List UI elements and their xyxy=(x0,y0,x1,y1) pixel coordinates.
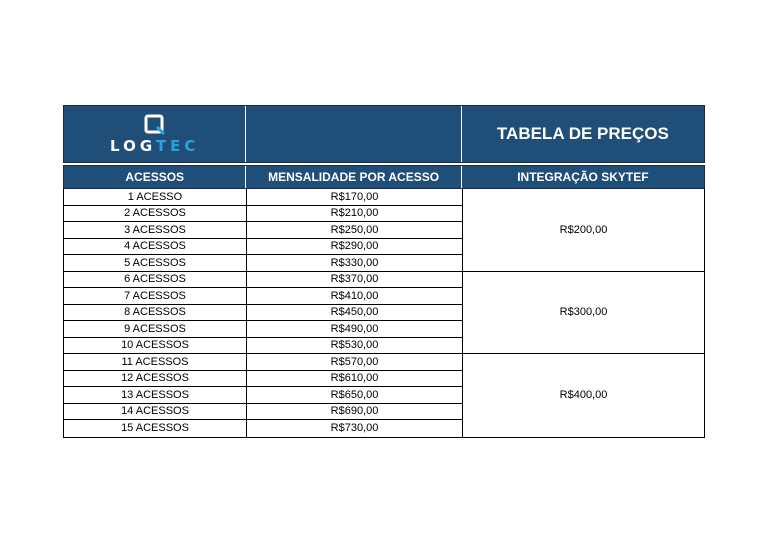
acessos-cell: 6 ACESSOS xyxy=(64,272,247,288)
table-row xyxy=(64,288,463,305)
acessos-mensalidade-columns xyxy=(64,189,463,437)
column-header-integracao: INTEGRAÇÃO SKYTEF xyxy=(517,170,649,184)
logo-wordmark: LOGTEC xyxy=(110,137,200,155)
mensalidade-cell: R$730,00 xyxy=(247,420,463,437)
table-row xyxy=(64,206,463,223)
page-title: TABELA DE PREÇOS xyxy=(496,124,669,143)
acessos-cell: 1 ACESSO xyxy=(64,189,247,205)
acessos-cell: 7 ACESSOS xyxy=(64,288,247,304)
table-row xyxy=(64,222,463,239)
integracao-column xyxy=(463,189,705,437)
mensalidade-cell: R$370,00 xyxy=(247,272,463,288)
mensalidade-cell: R$210,00 xyxy=(247,206,463,222)
mensalidade-cell: R$610,00 xyxy=(247,371,463,387)
acessos-cell: 14 ACESSOS xyxy=(64,404,247,420)
table-header xyxy=(63,105,705,163)
mensalidade-cell: R$450,00 xyxy=(247,305,463,321)
mensalidade-cell: R$330,00 xyxy=(247,255,463,271)
acessos-cell: 8 ACESSOS xyxy=(64,305,247,321)
logtec-logo xyxy=(110,114,199,154)
acessos-cell: 2 ACESSOS xyxy=(64,206,247,222)
integracao-cell: R$400,00 xyxy=(559,389,608,402)
table-row xyxy=(64,255,463,272)
acessos-cell: 15 ACESSOS xyxy=(64,420,247,437)
integracao-cell: R$300,00 xyxy=(463,272,704,355)
logo-square-icon xyxy=(144,114,166,136)
mensalidade-cell: R$570,00 xyxy=(247,354,463,370)
mensalidade-cell: R$490,00 xyxy=(247,321,463,337)
mensalidade-cell: R$250,00 xyxy=(247,222,463,238)
table-row xyxy=(64,354,463,371)
integracao-cell: R$200,00 xyxy=(463,189,704,272)
table-row xyxy=(64,404,463,421)
price-table xyxy=(63,105,705,438)
header-blank-cell xyxy=(246,106,461,162)
acessos-cell: 13 ACESSOS xyxy=(64,387,247,403)
title-cell xyxy=(462,106,704,162)
column-headers xyxy=(63,165,705,189)
mensalidade-cell: R$410,00 xyxy=(247,288,463,304)
acessos-cell: 9 ACESSOS xyxy=(64,321,247,337)
table-row xyxy=(64,189,463,206)
mensalidade-cell: R$170,00 xyxy=(247,189,463,205)
acessos-cell: 4 ACESSOS xyxy=(64,239,247,255)
logo-cell xyxy=(64,106,246,162)
table-row xyxy=(64,321,463,338)
acessos-cell: 10 ACESSOS xyxy=(64,338,247,354)
acessos-cell: 11 ACESSOS xyxy=(64,354,247,370)
table-row xyxy=(64,305,463,322)
acessos-cell: 12 ACESSOS xyxy=(64,371,247,387)
mensalidade-cell: R$650,00 xyxy=(247,387,463,403)
table-row xyxy=(64,387,463,404)
mensalidade-cell: R$690,00 xyxy=(247,404,463,420)
mensalidade-cell: R$530,00 xyxy=(247,338,463,354)
table-row xyxy=(64,420,463,437)
column-header-mensalidade: MENSALIDADE POR ACESSO xyxy=(246,166,461,188)
table-row xyxy=(64,338,463,355)
acessos-cell: 5 ACESSOS xyxy=(64,255,247,271)
table-body xyxy=(63,189,705,438)
acessos-cell: 3 ACESSOS xyxy=(64,222,247,238)
table-row xyxy=(64,371,463,388)
mensalidade-cell: R$290,00 xyxy=(247,239,463,255)
table-row xyxy=(64,239,463,256)
column-header-acessos: ACESSOS xyxy=(64,166,246,188)
table-row xyxy=(64,272,463,289)
